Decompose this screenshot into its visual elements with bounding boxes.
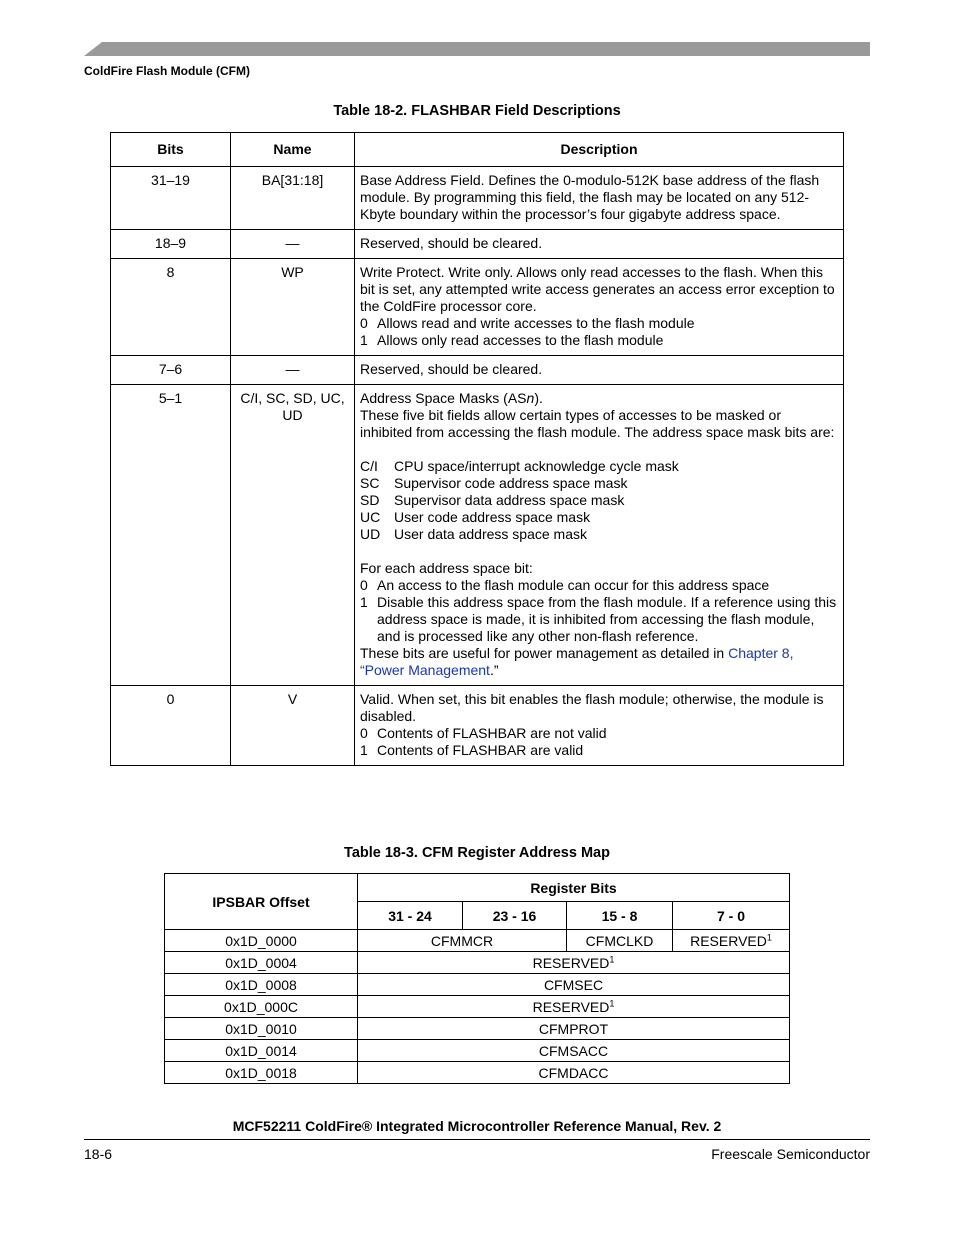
header-bit-range: 23 - 16 bbox=[463, 902, 567, 930]
company-name: Freescale Semiconductor bbox=[711, 1146, 870, 1162]
header-bit-range: 31 - 24 bbox=[358, 902, 463, 930]
description-cell: Base Address Field. Defines the 0-modulo-512K base address of the flash module. By programming this field, the flash may be located on any 512-Kbyte boundary within the processor’s four gigabyte address space. bbox=[355, 167, 844, 230]
mask-item: SC Supervisor code address space mask bbox=[360, 475, 628, 491]
footer-title: MCF52211 ColdFire® Integrated Microcontroller Reference Manual, Rev. 2 bbox=[232, 1118, 722, 1134]
bits-cell: 5–1 bbox=[111, 385, 231, 686]
page-number: 18-6 bbox=[84, 1146, 113, 1162]
register-cell: CFMDACC bbox=[358, 1062, 790, 1084]
table-row bbox=[111, 259, 844, 356]
name-cell: WP bbox=[231, 259, 355, 356]
table-header-row bbox=[165, 874, 790, 902]
value-item: 1 Contents of FLASHBAR are valid bbox=[360, 742, 584, 758]
bits-cell: 18–9 bbox=[111, 230, 231, 259]
description-cell bbox=[355, 259, 844, 356]
value-item: 0 An access to the flash module can occur for this address space bbox=[360, 577, 770, 593]
header-ipsbar-offset: IPSBAR Offset bbox=[165, 874, 358, 930]
register-cell: CFMSEC bbox=[358, 974, 790, 996]
mask-item: SD Supervisor data address space mask bbox=[360, 492, 625, 508]
for-each-text: For each address space bit: bbox=[360, 560, 533, 576]
table-row bbox=[165, 930, 790, 952]
register-cell: CFMCLKD bbox=[567, 930, 673, 952]
table-row bbox=[111, 686, 844, 766]
offset-cell: 0x1D_000C bbox=[165, 996, 358, 1018]
name-cell: BA[31:18] bbox=[231, 167, 355, 230]
mask-item: UD User data address space mask bbox=[360, 526, 587, 542]
mask-item: UC User code address space mask bbox=[360, 509, 591, 525]
header-register-bits: Register Bits bbox=[358, 874, 790, 902]
header-name: Name bbox=[231, 133, 355, 167]
cfm-register-map-table bbox=[164, 873, 790, 1084]
table1-caption: Table 18-2. FLASHBAR Field Descriptions bbox=[333, 103, 621, 119]
table-row bbox=[165, 1062, 790, 1084]
header-bit-range: 15 - 8 bbox=[567, 902, 673, 930]
offset-cell: 0x1D_0008 bbox=[165, 974, 358, 996]
flashbar-field-table bbox=[110, 132, 844, 766]
bits-cell: 7–6 bbox=[111, 356, 231, 385]
register-cell: CFMPROT bbox=[358, 1018, 790, 1040]
power-note: These bits are useful for power management as detailed in Chapter 8, “Power Management.” bbox=[360, 645, 794, 678]
table-row bbox=[111, 356, 844, 385]
header-bits: Bits bbox=[111, 133, 231, 167]
description-cell bbox=[355, 385, 844, 686]
register-cell: CFMMCR bbox=[358, 930, 567, 952]
table-header-row bbox=[111, 133, 844, 167]
bits-cell: 0 bbox=[111, 686, 231, 766]
footnote-ref: 1 bbox=[609, 997, 615, 1008]
table-row bbox=[165, 1040, 790, 1062]
table-row bbox=[165, 1018, 790, 1040]
name-cell: V bbox=[231, 686, 355, 766]
description-text: These five bit fields allow certain types of accesses to be masked or inhibited from accessing the flash module. The address space mask bits are: bbox=[360, 407, 835, 440]
offset-cell: 0x1D_0000 bbox=[165, 930, 358, 952]
name-cell: C/I, SC, SD, UC, UD bbox=[231, 385, 355, 686]
bits-cell: 31–19 bbox=[111, 167, 231, 230]
register-cell: RESERVED$^1$ bbox=[358, 952, 790, 974]
description-text: Write Protect. Write only. Allows only read accesses to the flash. When this bit is set, any attempted write access generates an access error exception to the ColdFire processor core. bbox=[360, 264, 835, 314]
name-cell: — bbox=[231, 230, 355, 259]
value-item: 0 Allows read and write accesses to the flash module bbox=[360, 315, 695, 331]
register-cell: CFMSACC bbox=[358, 1040, 790, 1062]
chapter-8-link[interactable]: Chapter 8, “Power Management bbox=[360, 645, 794, 678]
footnote-ref: 1 bbox=[609, 953, 615, 964]
footnote-ref: 1 bbox=[766, 931, 772, 942]
table-row bbox=[165, 974, 790, 996]
header-bar bbox=[84, 42, 870, 56]
table-row bbox=[165, 996, 790, 1018]
table2-caption: Table 18-3. CFM Register Address Map bbox=[344, 845, 610, 861]
table-row bbox=[111, 385, 844, 686]
mask-item: C/I CPU space/interrupt acknowledge cycle mask bbox=[360, 458, 679, 474]
offset-cell: 0x1D_0014 bbox=[165, 1040, 358, 1062]
table-row bbox=[111, 230, 844, 259]
section-title: ColdFire Flash Module (CFM) bbox=[84, 64, 250, 78]
offset-cell: 0x1D_0018 bbox=[165, 1062, 358, 1084]
description-cell: Reserved, should be cleared. bbox=[355, 356, 844, 385]
offset-cell: 0x1D_0010 bbox=[165, 1018, 358, 1040]
register-cell: RESERVED$^1$ bbox=[358, 996, 790, 1018]
offset-cell: 0x1D_0004 bbox=[165, 952, 358, 974]
description-cell bbox=[355, 686, 844, 766]
header-bit-range: 7 - 0 bbox=[673, 902, 790, 930]
table-row bbox=[111, 167, 844, 230]
value-item: 1 Disable this address space from the flash module. If a reference using this address space is made, it is inhibited from accessing the flash module, and is processed like any other non-flash reference. bbox=[360, 594, 837, 644]
description-text: Valid. When set, this bit enables the flash module; otherwise, the module is disabled. bbox=[360, 691, 824, 724]
value-item: 1 Allows only read accesses to the flash module bbox=[360, 332, 664, 348]
register-cell: RESERVED$^1$ bbox=[673, 930, 790, 952]
description-heading: Address Space Masks (ASn). bbox=[360, 390, 543, 406]
description-cell: Reserved, should be cleared. bbox=[355, 230, 844, 259]
table-row bbox=[165, 952, 790, 974]
value-item: 0 Contents of FLASHBAR are not valid bbox=[360, 725, 607, 741]
bits-cell: 8 bbox=[111, 259, 231, 356]
name-cell: — bbox=[231, 356, 355, 385]
footer-divider bbox=[84, 1139, 870, 1140]
header-description: Description bbox=[355, 133, 844, 167]
